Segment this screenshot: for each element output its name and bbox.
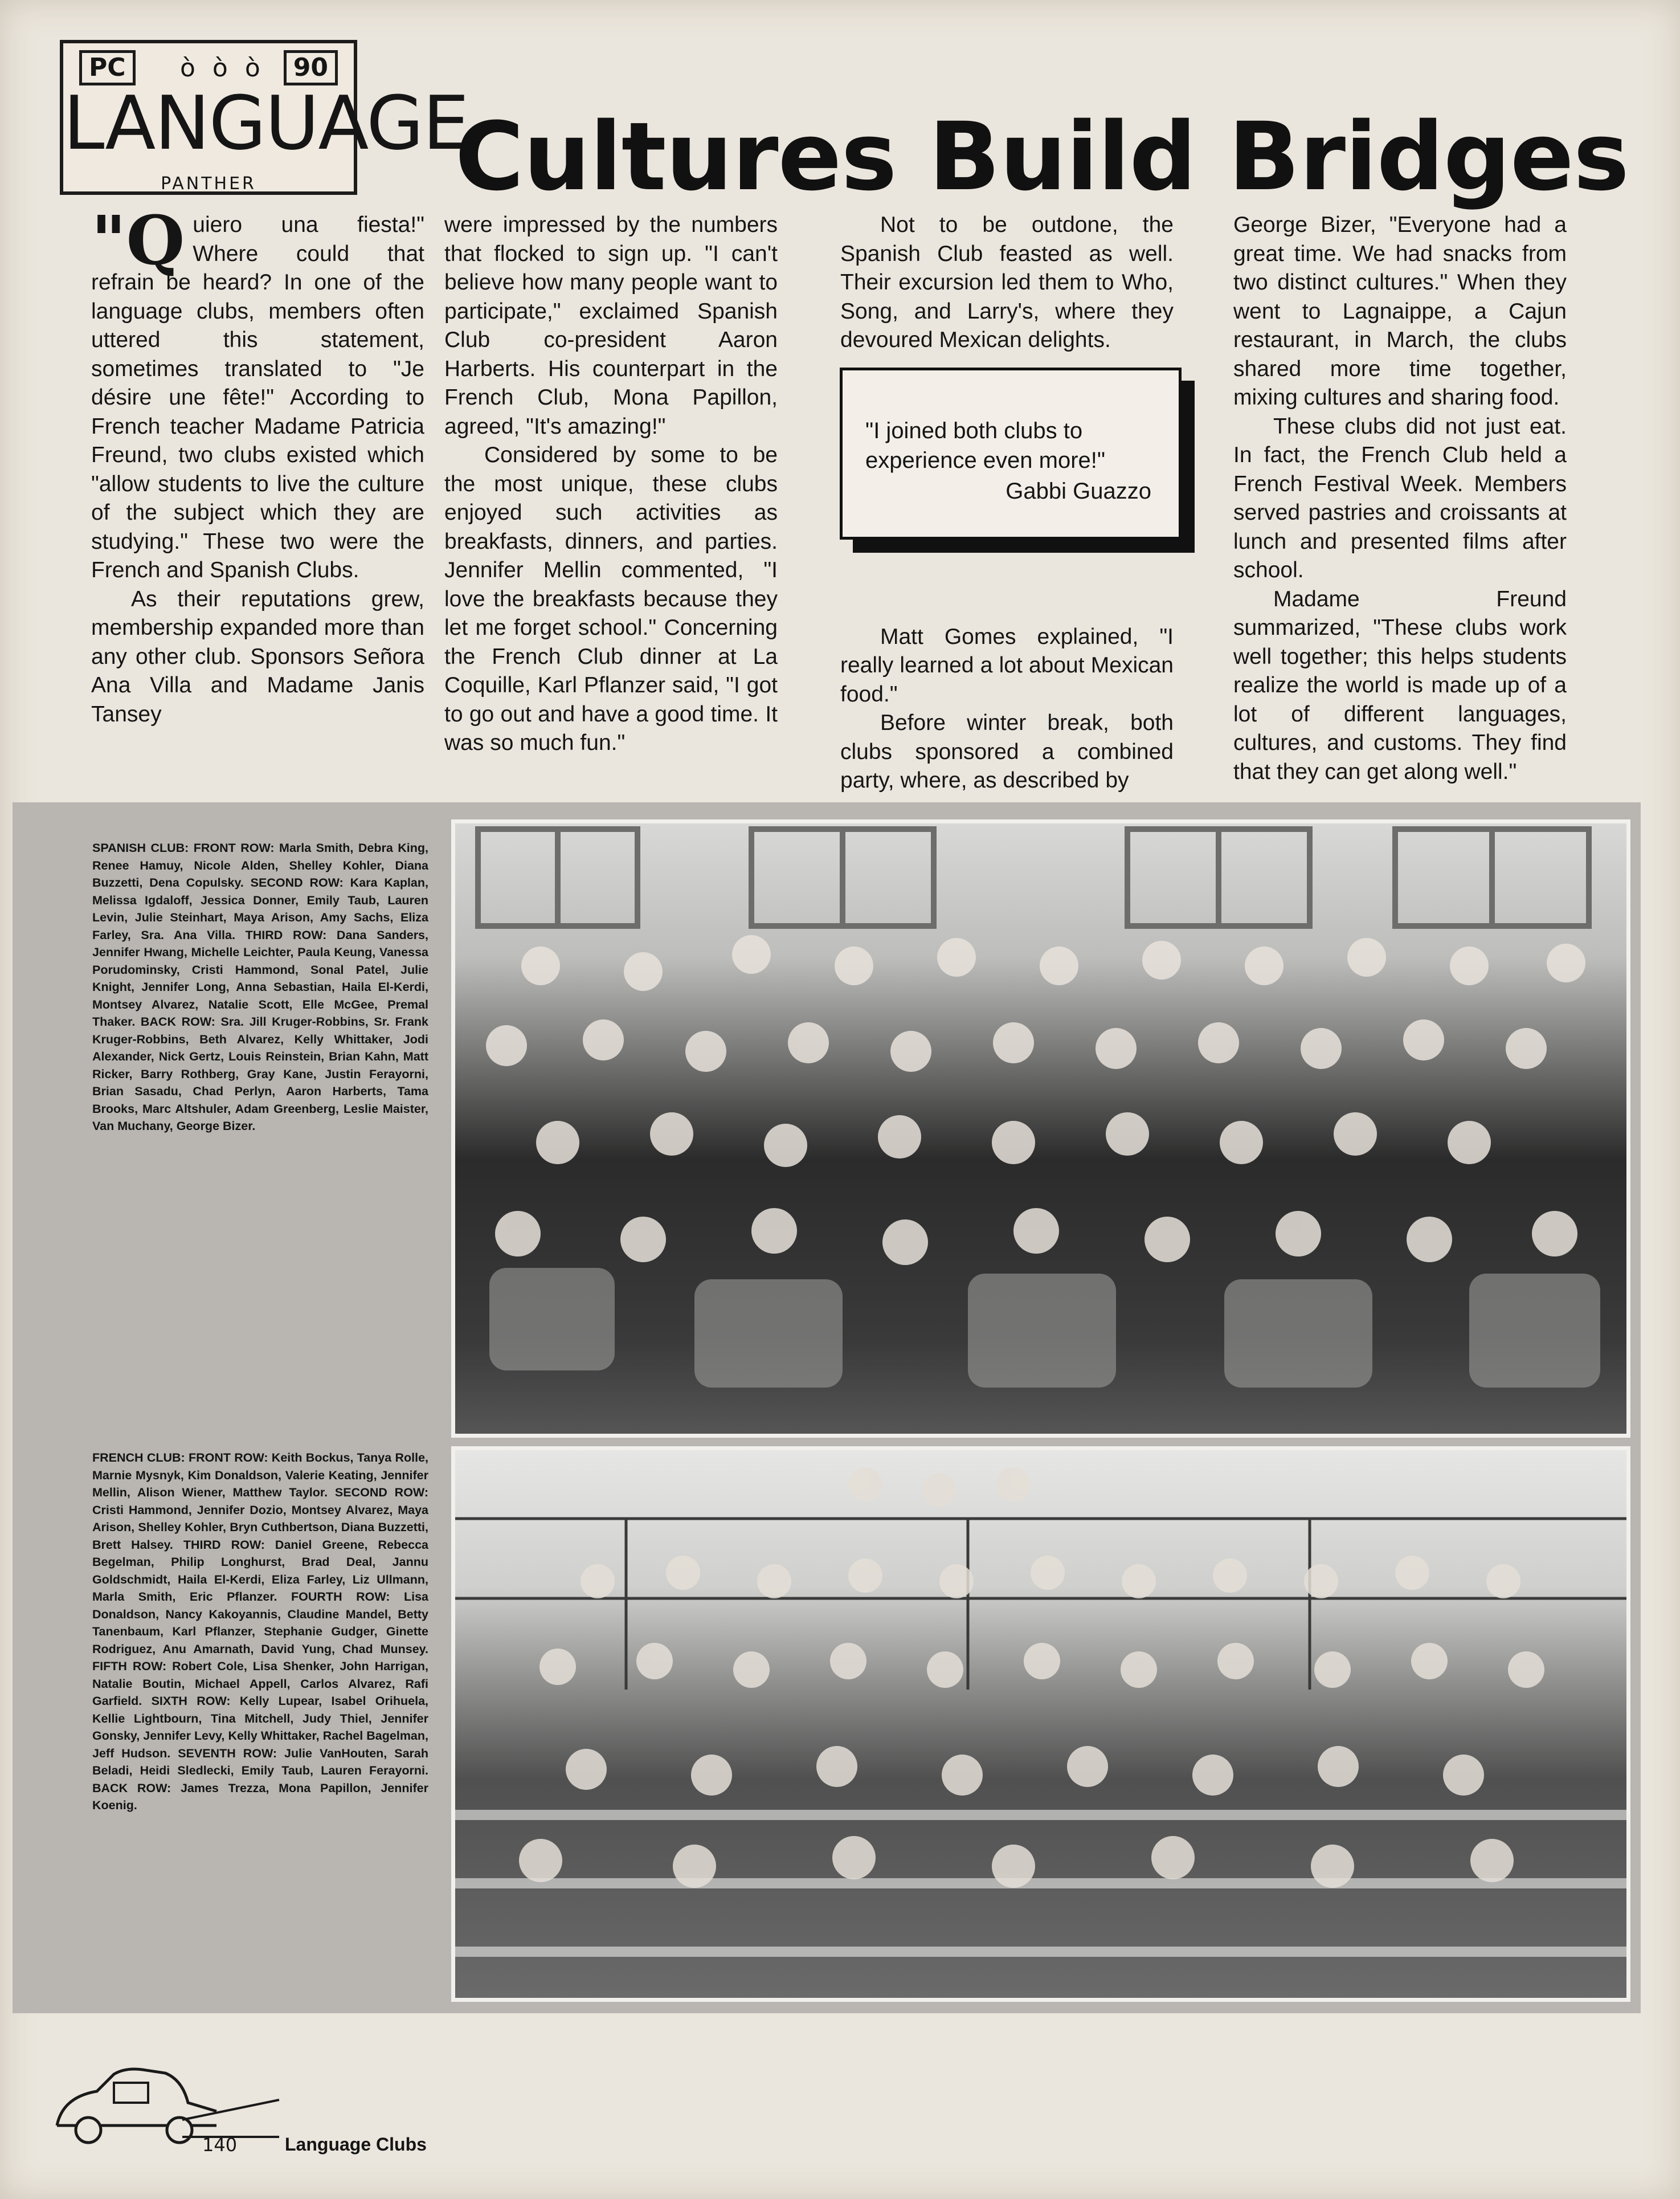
pull-quote [840,368,1182,540]
logo-sub: PANTHER [161,174,256,194]
group-photo-icon [455,1450,1626,1998]
article-paragraph: Matt Gomes explained, "I really learned a lot about Mexican food." [840,624,1174,707]
section-label: Language Clubs [285,2134,427,2155]
french-club-photo [451,1446,1630,2002]
pull-quote-text: "I joined both clubs to experience even more!" [865,418,1106,473]
article-paragraph: George Bizer, "Everyone had a great time. We had snacks from two distinct cultures." When they went to Lagnaippe, a Cajun restaurant, in March, the clubs shared more time together, mixing cultures and sharing food. [1233,213,1567,410]
article-column-4 [1233,211,1567,786]
page-title: Cultures Build Bridges [455,102,1629,211]
pull-quote-author: Gabbi Guazzo [1005,479,1151,504]
car-icon [46,2057,285,2148]
article-paragraph: Considered by some to be the most unique, these clubs enjoyed such activities as breakfasts, dinners, and parties. Jennifer Mellin commented, "I love the breakfasts because they let me forget school." Concerning the French Club dinner at La Coquille, Karl Pflanzer said, "I got to go out and have a good time. It was so much fun." [444,443,778,755]
paragraph-text: uiero una fiesta!" Where could that refrain be heard? In one of the language clubs, members often uttered this statement, sometimes translated to "Je désire une fête!" According to French teacher Madame Patricia Freund, two clubs existed which "allow students to live the culture of the subject which they are studying." These two were the French and Spanish Clubs. [91,213,424,582]
logo-word: LANGUAGE [63,80,468,166]
section-logo [60,40,468,195]
article-paragraph [91,201,424,585]
spanish-club-caption: SPANISH CLUB: FRONT ROW: Marla Smith, Debra King, Renee Hamuy, Nicole Alden, Shelley Kohler, Diana Buzzetti, Dena Copulsky. SECOND ROW: Kara Kaplan, Melissa Igdaloff, Jessica Donner, Emily Taub, Lauren Levin, Julie Steinhart, Maya Arison, Amy Sachs, Eliza Farley, Sra. Ana Villa. THIRD ROW: Dana Sanders, Jennifer Hwang, Michelle Leichter, Paula Keung, Vanessa Porudominsky, Cristi Hammond, Sonal Patel, Julie Knight, Jennifer Long, Anna Sebastian, Haila El-Kerdi, Montsey Alvarez, Natalie Scott, Elle McGee, Premal Thaker. BACK ROW: Sra. Jill Kruger-Robbins, Sr. Frank Kruger-Robbins, Beth Alvarez, Kelly Whittaker, Jodi Alexander, Nick Gertz, Louis Reinstein, Brian Kahn, Matt Ricker, Barry Rothberg, Gray Kane, Justin Ferayorni, Brian Sasadu, Chad Perlyn, Aaron Harberts, Tama Brooks, Marc Altshuler, Adam Greenberg, Leslie Maister, Van Muchany, George Bizer. [92,841,428,1133]
spanish-club-photo [451,819,1630,1438]
article-paragraph: These clubs did not just eat. In fact, the French Club held a French Festival Week. Members served pastries and croissants at lunch and presented films after school. [1233,414,1567,582]
drop-cap: "Q [91,201,185,280]
french-club-caption: FRENCH CLUB: FRONT ROW: Keith Bockus, Tanya Rolle, Marnie Mysnyk, Kim Donaldson, Valerie Keating, Jennifer Mellin, Alison Wiener, Matthew Taylor. SECOND ROW: Cristi Hammond, Jennifer Dozio, Montsey Alvarez, Maya Arison, Shelley Kohler, Bryn Cuthbertson, Diana Buzzetti, Brett Halsey. THIRD ROW: Daniel Greene, Rebecca Begelman, Philip Longhurst, Brad Deal, Jannu Goldschmidt, Haila El-Kerdi, Eliza Farley, Liz Ullmann, Marla Smith, Eric Pflanzer. FOURTH ROW: Lisa Donaldson, Nancy Kakoyannis, Claudine Mandel, Betty Tanenbaum, Karl Pflanzer, Stephanie Gudger, Ginette Rodriguez, Anu Amarnath, David Yung, Chad Munsey. FIFTH ROW: Robert Cole, Lisa Shenker, John Harrigan, Natalie Boutin, Michael Appell, Carlos Alvarez, Rafi Garfield. SIXTH ROW: Kelly Lupear, Isabel Orihuela, Kellie Lightbourn, Tina Mitchell, Judy Thiel, Jennifer Gonsky, Jennifer Levy, Kelly Whittaker, Rachel Bagelman, Jeff Hudson. SEVENTH ROW: Julie VanHouten, Sarah Beladi, Heidi Sledlecki, Emily Taub, Lauren Ferayorni. BACK ROW: James Trezza, Mona Papillon, Jennifer Koenig. [92,1451,428,1812]
article-paragraph: Before winter break, both clubs sponsored a combined party, where, as described by [840,711,1174,793]
group-photo-icon [455,823,1626,1434]
article-column-1 [91,201,424,729]
article-paragraph: As their reputations grew, membership expanded more than any other club. Sponsors Señora Ana Villa and Madame Janis Tansey [91,586,424,727]
photo-panel [13,802,1641,2013]
logo-right-tag: 90 [284,50,338,85]
article-paragraph: Madame Freund summarized, "These clubs work well together; this helps students realize the world is made up of a lot of different languages, cultures, and customs. They find that they can get along well." [1233,586,1567,784]
article-paragraph: Not to be outdone, the Spanish Club feasted as well. Their excursion led them to Who, Song, and Larry's, where they devoured Mexican delights. [840,213,1174,352]
article-column-2 [444,211,778,758]
page-number: 140 [202,2134,238,2156]
article-paragraph: were impressed by the numbers that flocked to sign up. "I can't believe how many people want to participate," exclaimed Spanish Club co-president Aaron Harberts. His counterpart in the French Club, Mona Papillon, agreed, "It's amazing!" [444,213,778,439]
logo-eyes-icon: ò ò ò [180,54,265,83]
logo-left-tag: PC [79,50,136,85]
